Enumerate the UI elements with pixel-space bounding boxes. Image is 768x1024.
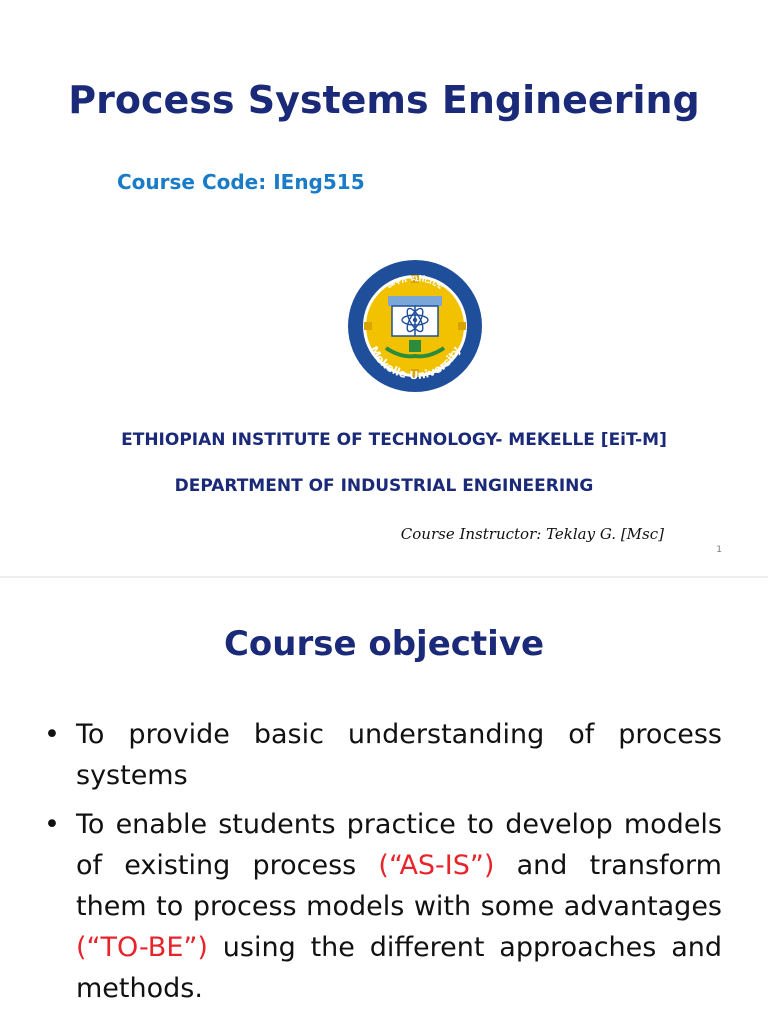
objective-list bbox=[44, 714, 722, 1017]
course-instructor: Course Instructor: Teklay G. [Msc] bbox=[400, 525, 664, 543]
as-is-highlight: (“AS-IS”) bbox=[378, 850, 495, 881]
bullet-dot-icon: • bbox=[44, 809, 60, 840]
institute-name: ETHIOPIAN INSTITUTE OF TECHNOLOGY- MEKELLE [EiT-M] bbox=[121, 430, 667, 450]
slide-title: Course objective bbox=[223, 624, 545, 664]
logo-roof bbox=[388, 296, 442, 306]
to-be-highlight: (“TO-BE”) bbox=[76, 932, 208, 963]
bullet-text-part: and transform them to process models with some advantages bbox=[76, 850, 722, 922]
slide-title: Process Systems Engineering bbox=[68, 78, 700, 122]
svg-text:Mekelle University: Mekelle University bbox=[366, 344, 464, 383]
course-code: Course Code: IEng515 bbox=[117, 170, 365, 194]
bullet-text-part: using the different approaches and methods. bbox=[76, 932, 722, 1004]
page-number: 1 bbox=[716, 545, 722, 555]
svg-text:መቐለ ዩኒቨርሲቲ: መቐለ ዩኒቨርሲቲ bbox=[385, 273, 445, 292]
objective-slide bbox=[0, 578, 768, 1024]
bullet-text-part: To enable students practice to develop models of existing process bbox=[76, 809, 722, 881]
university-logo bbox=[346, 258, 484, 394]
list-item bbox=[44, 804, 722, 1009]
bullet-text: To provide basic understanding of process systems bbox=[76, 719, 722, 791]
department-name: DEPARTMENT OF INDUSTRIAL ENGINEERING bbox=[174, 476, 594, 496]
list-item bbox=[44, 714, 722, 796]
bullet-dot-icon: • bbox=[44, 719, 60, 750]
